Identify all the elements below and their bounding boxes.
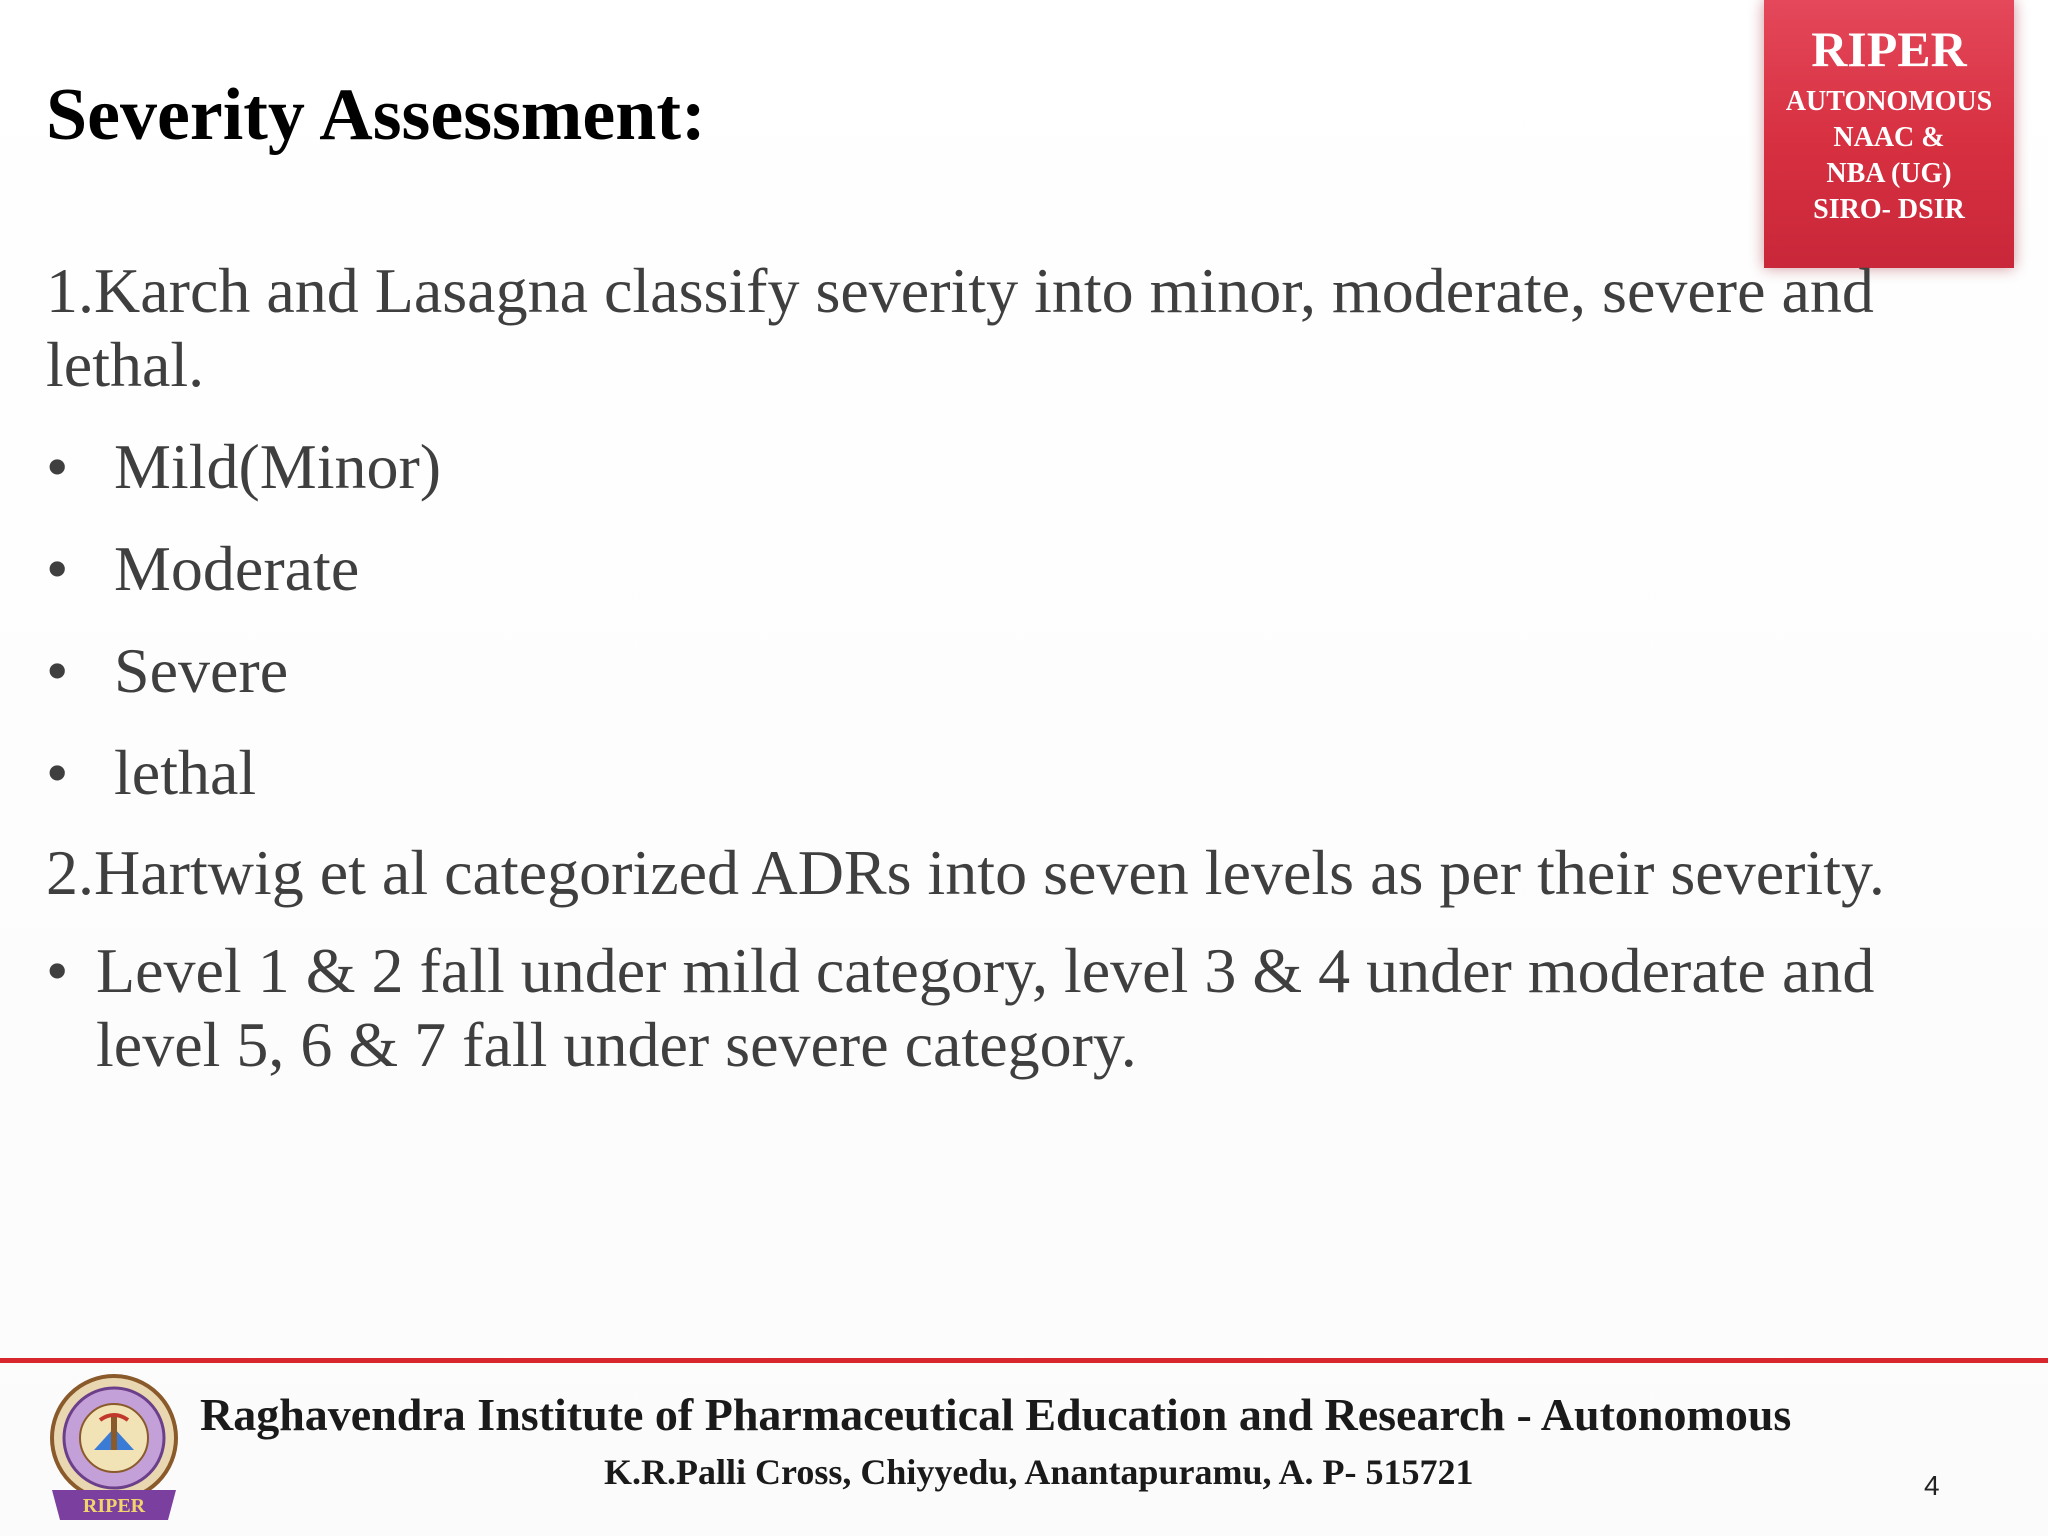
bullet-icon: •	[46, 935, 69, 1006]
badge-line-nba: NBA (UG)	[1826, 158, 1952, 189]
list-item	[46, 736, 2006, 810]
bullet-icon: •	[46, 635, 69, 706]
hartwig-levels-bullet	[46, 934, 2006, 1082]
list-item	[46, 532, 2006, 606]
page-number: 4	[1924, 1470, 1940, 1501]
bullet-icon: •	[46, 431, 69, 502]
institute-logo-icon	[40, 1370, 188, 1526]
karch-lasagna-paragraph: 1.Karch and Lasagna classify severity into minor, moderate, severe and lethal.	[46, 255, 1874, 400]
badge-line-siro: SIRO- DSIR	[1813, 194, 1965, 225]
bullet-icon: •	[46, 737, 69, 808]
riper-badge	[1764, 0, 2014, 268]
institute-address: K.R.Palli Cross, Chiyyedu, Anantapuramu, A. P- 515721	[604, 1452, 1474, 1492]
bullet-text-lethal: lethal	[114, 737, 257, 808]
logo-banner-text: RIPER	[82, 1495, 146, 1517]
list-item	[46, 430, 2006, 504]
bullet-text-mild: Mild(Minor)	[114, 431, 442, 502]
bullet-icon: •	[46, 533, 69, 604]
bullet-text-severe: Severe	[114, 635, 289, 706]
list-item	[46, 634, 2006, 708]
hartwig-levels-text: Level 1 & 2 fall under mild category, level 3 & 4 under moderate and level 5, 6 & 7 fall under severe category.	[96, 935, 1875, 1080]
badge-line-autonomous: AUTONOMOUS	[1785, 86, 1993, 117]
hartwig-paragraph: 2.Hartwig et al categorized ADRs into seven levels as per their severity.	[46, 837, 1885, 908]
badge-line-naac: NAAC &	[1833, 122, 1945, 153]
footer-divider	[0, 1358, 2048, 1363]
slide-title: Severity Assessment:	[46, 74, 706, 156]
badge-title: RIPER	[1811, 21, 1967, 77]
severity-list	[46, 430, 2006, 810]
institute-name: Raghavendra Institute of Pharmaceutical Education and Research - Autonomous	[200, 1389, 1792, 1440]
bullet-text-moderate: Moderate	[114, 533, 360, 604]
slide-content	[46, 254, 2006, 1082]
